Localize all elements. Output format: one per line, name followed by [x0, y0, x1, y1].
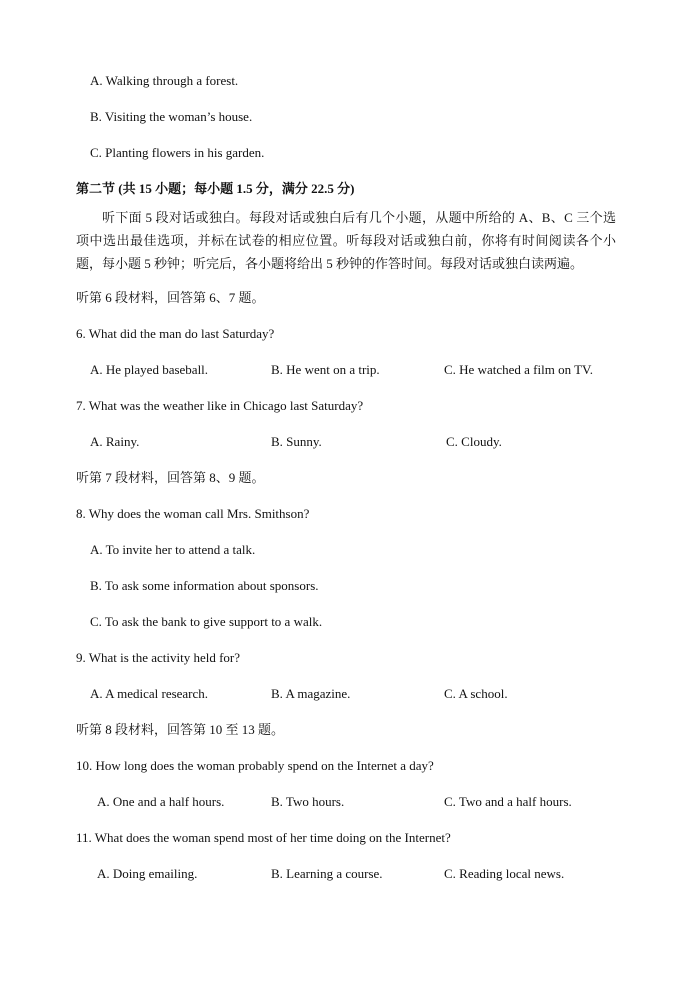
q9-option-a: A. A medical research. — [90, 686, 209, 701]
q11-question: 11. What does the woman spend most of her time doing on the Internet? — [76, 830, 451, 845]
section-instructions: 听下面 5 段对话或独白。每段对话或独白后有几个小题，从题中所给的 A、B、C 三个选项中选出最佳选项，并标在试卷的相应位置。听每段对话或独白前，你将有时间阅读各个小题，每小题 5 秒钟；听完后，各小题将给出 5 秒钟的作答时间。每段对话或独白读两遍。 — [76, 210, 616, 271]
q9-option-b: B. A magazine. — [271, 686, 351, 701]
material-8-header: 听第 8 段材料，回答第 10 至 13 题。 — [76, 722, 285, 737]
material-6-header: 听第 6 段材料，回答第 6、7 题。 — [76, 290, 265, 305]
q7-option-c: C. Cloudy. — [446, 434, 502, 449]
material-7-header: 听第 7 段材料，回答第 8、9 题。 — [76, 470, 265, 485]
q7-question: 7. What was the weather like in Chicago last Saturday? — [76, 398, 364, 413]
q10-option-a: A. One and a half hours. — [97, 794, 225, 809]
q9-option-c: C. A school. — [444, 686, 508, 701]
q8-option-b: B. To ask some information about sponsors. — [90, 578, 319, 593]
q5-option-a: A. Walking through a forest. — [90, 73, 239, 88]
q5-option-b: B. Visiting the woman’s house. — [90, 109, 253, 124]
q7-option-a: A. Rainy. — [90, 434, 140, 449]
q6-option-c: C. He watched a film on TV. — [444, 362, 593, 377]
q8-question: 8. Why does the woman call Mrs. Smithson? — [76, 506, 310, 521]
q10-option-b: B. Two hours. — [271, 794, 345, 809]
q11-option-b: B. Learning a course. — [271, 866, 383, 881]
q11-option-a: A. Doing emailing. — [97, 866, 198, 881]
q9-question: 9. What is the activity held for? — [76, 650, 241, 665]
q10-option-c: C. Two and a half hours. — [444, 794, 572, 809]
q7-option-b: B. Sunny. — [271, 434, 322, 449]
q6-option-b: B. He went on a trip. — [271, 362, 380, 377]
q10-question: 10. How long does the woman probably spend on the Internet a day? — [76, 758, 434, 773]
q6-question: 6. What did the man do last Saturday? — [76, 326, 275, 341]
q6-option-a: A. He played baseball. — [90, 362, 209, 377]
q5-option-c: C. Planting flowers in his garden. — [90, 145, 265, 160]
q8-option-a: A. To invite her to attend a talk. — [90, 542, 256, 557]
q11-option-c: C. Reading local news. — [444, 866, 565, 881]
section-heading: 第二节 (共 15 小题；每小题 1.5 分，满分 22.5 分) — [76, 181, 355, 196]
q8-option-c: C. To ask the bank to give support to a walk. — [90, 614, 323, 629]
